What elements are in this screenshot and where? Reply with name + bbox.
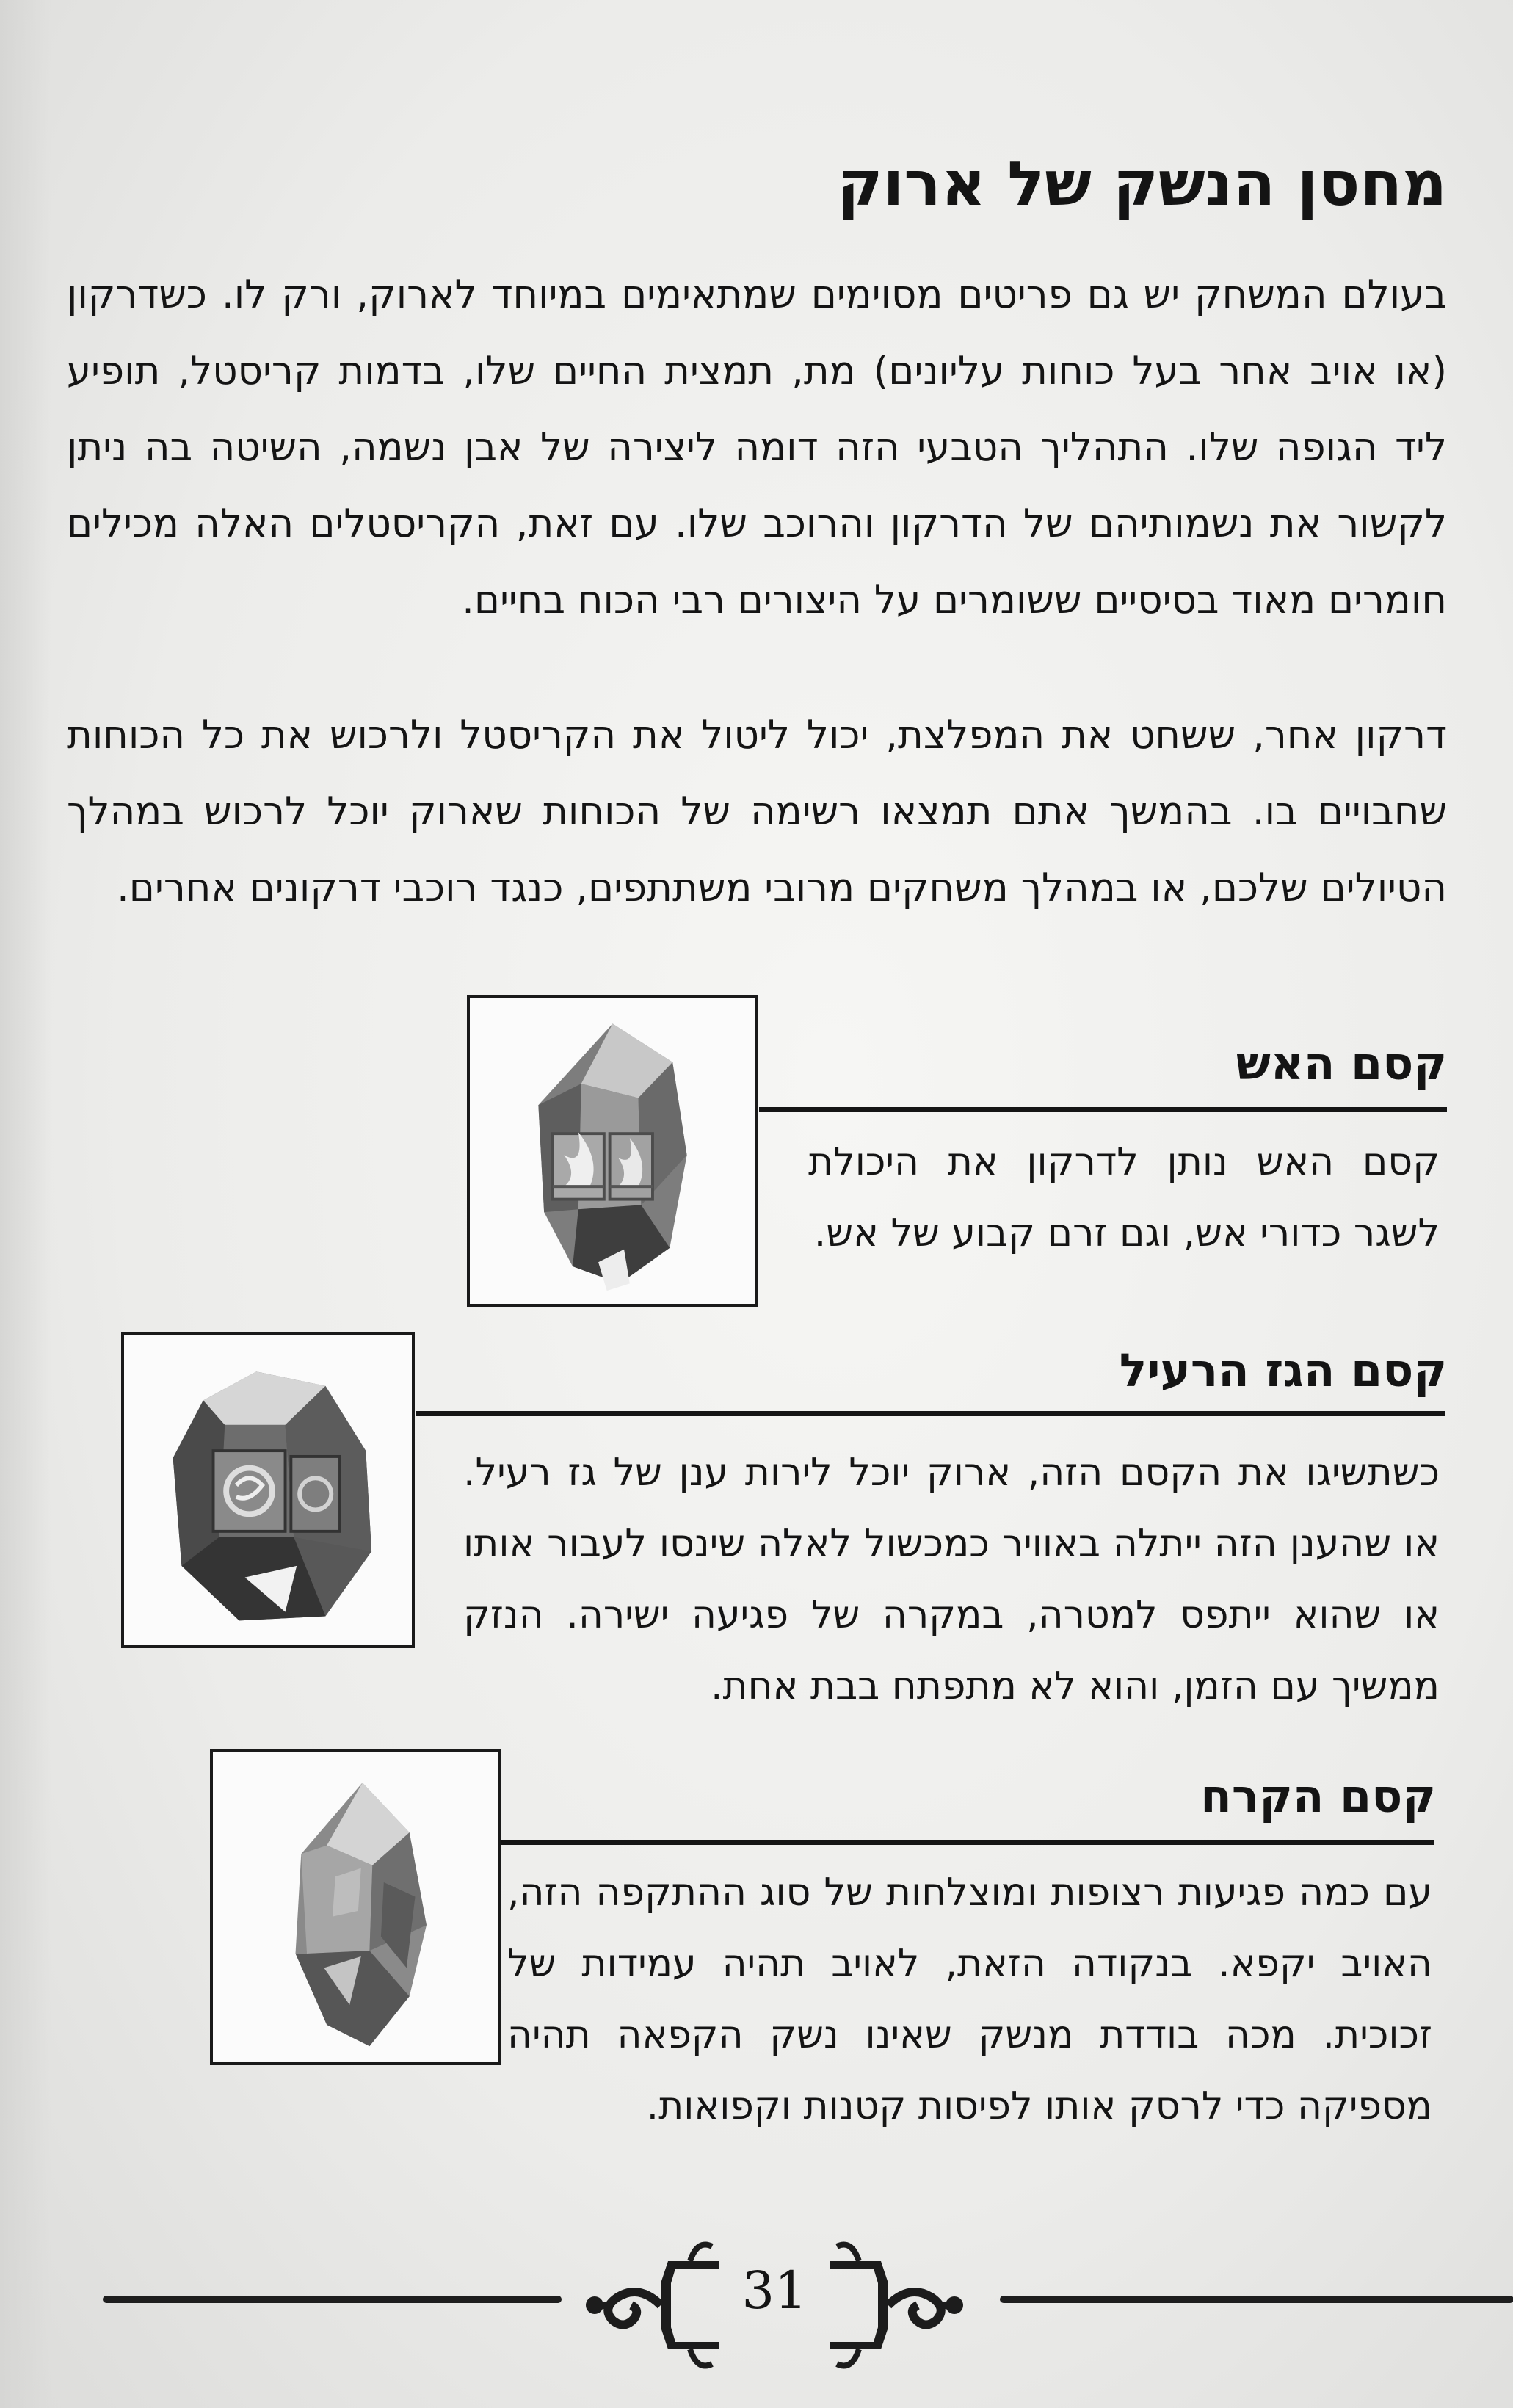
spell-ice-title: קסם הקרח xyxy=(1200,1769,1436,1823)
poison-crystal-image xyxy=(121,1332,415,1648)
spell-ice-text: עם כמה פגיעות רצופות ומוצלחות של סוג ההתקפה הזה, האויב יקפא. בנקודה הזאת, לאויב תהיה עמידות של זכוכית. מכה בודדת מנשק שאינו נשק הקפאה תהיה מספיקה כדי לרסק אותו לפיסות קטנות וקפואות. xyxy=(507,1871,1432,2128)
spell-fire-divider xyxy=(759,1107,1447,1112)
poison-crystal-icon xyxy=(124,1335,412,1645)
page-number: 31 xyxy=(741,2260,808,2321)
ice-crystal-icon xyxy=(213,1752,498,2062)
ornament-right-icon xyxy=(822,2232,969,2379)
footer-line-left xyxy=(103,2296,562,2303)
spell-fire-text: קסם האש נותן לדרקון את היכולת לשגר כדורי אש, וגם זרם קבוע של אש. xyxy=(808,1140,1440,1255)
fire-crystal-icon xyxy=(470,998,755,1304)
fire-crystal-image xyxy=(467,995,758,1307)
ornament-left-icon xyxy=(580,2232,727,2379)
ice-crystal-image xyxy=(210,1749,501,2065)
page-title: מחסן הנשק של ארוק xyxy=(837,148,1447,220)
spell-fire-title: קסם האש xyxy=(1236,1037,1447,1090)
spell-poison-text: כשתשיגו את הקסם הזה, ארוק יוכל לירות ענן של גז רעיל. או שהענן הזה ייתלה באוויר כמכשול לאלה שינסו לעבור אותו או שהוא ייתפס למטרה, במקרה של פגיעה ישירה. הנזק ממשיך עם הזמן, והוא לא מתפתח בבת אחת. xyxy=(463,1451,1440,1708)
spell-poison-divider xyxy=(416,1411,1445,1416)
intro-paragraph-2: דרקון אחר, ששחט את המפלצת, יכול ליטול את הקריסטל ולרכוש את כל הכוחות שחבויים בו. בהמשך אתם תמצאו רשימה של הכוחות שארוק יוכל לרכוש במהלך הטיולים שלכם, או במהלך משחקים מרובי משתתפים, כנגד רוכבי דרקונים אחרים. xyxy=(67,713,1447,910)
footer-line-right xyxy=(1000,2296,1513,2303)
intro-paragraph-1: בעולם המשחק יש גם פריטים מסוימים שמתאימים במיוחד לארוק, ורק לו. כשדרקון (או אויב אחר בעל כוחות עליונים) מת, תמצית החיים שלו, בדמות קריסטל, תופיע ליד הגופה שלו. התהליך הטבעי הזה דומה ליצירה של אבן נשמה, השיטה בה ניתן לקשור את נשמותיהם של הדרקון והרוכב שלו. עם זאת, הקריסטלים האלה מכילים חומרים מאוד בסיסיים ששומרים על היצורים רבי הכוח בחיים. xyxy=(67,272,1447,623)
spell-poison-title: קסם הגז הרעיל xyxy=(1119,1343,1447,1397)
spell-ice-divider xyxy=(501,1840,1434,1845)
